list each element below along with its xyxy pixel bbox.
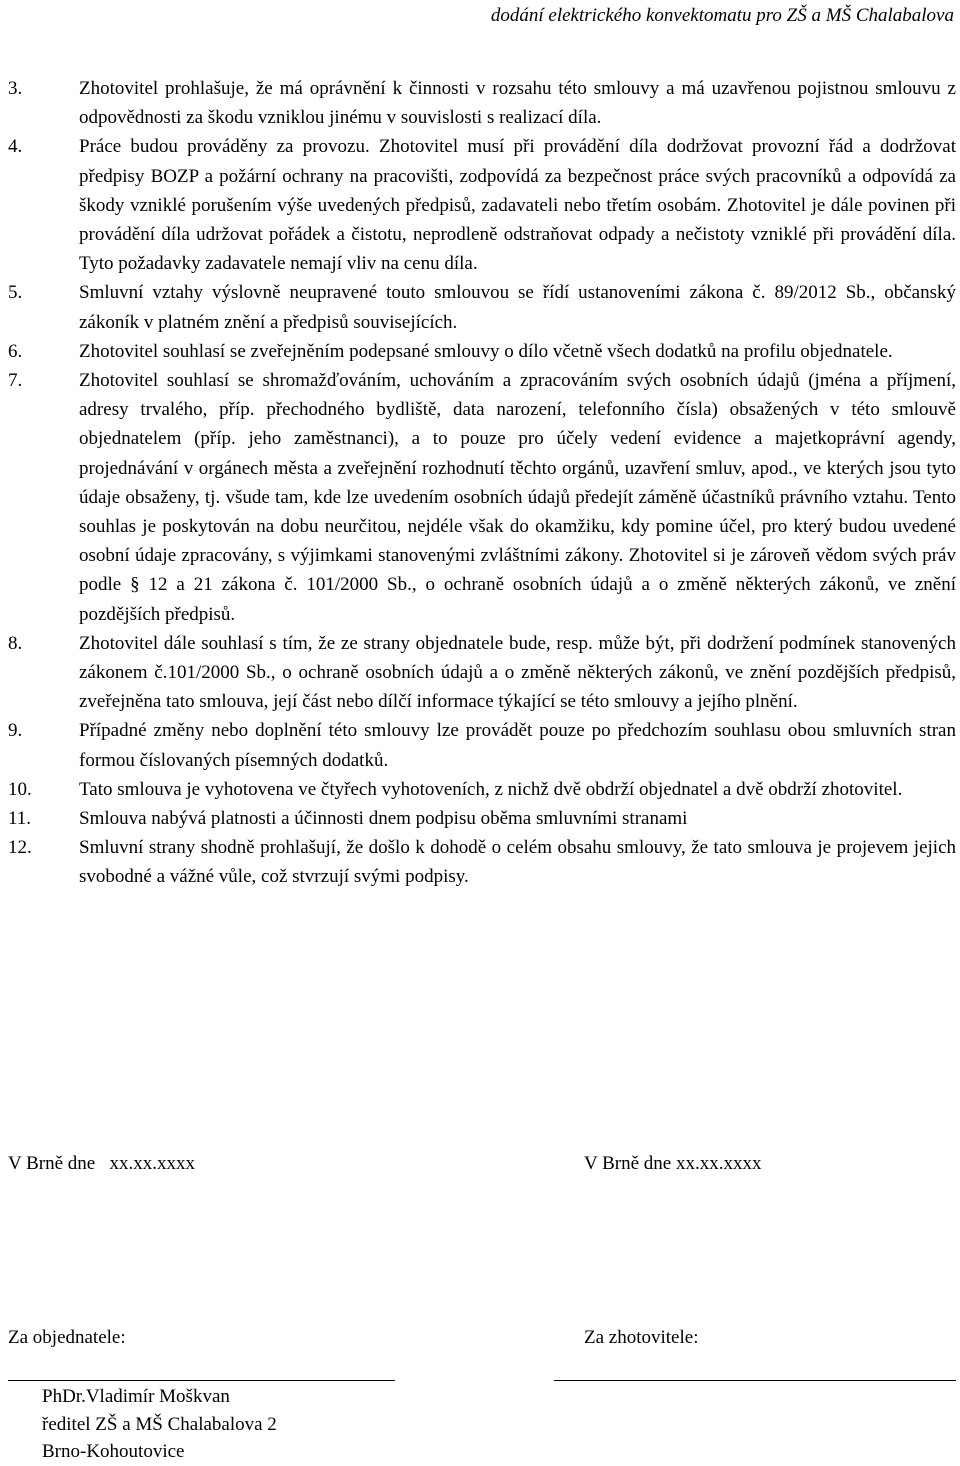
- clause-number: 8.: [8, 632, 23, 654]
- clause-text: Smluvní strany shodně prohlašují, že došlo k dohodě o celém obsahu smlouvy, že tato smlouva je projevem jejich svobodné a vážné vůle, což stvrzují svými podpisy.: [79, 837, 956, 888]
- clause-number: 11.: [8, 808, 32, 830]
- clause-9: [8, 716, 956, 774]
- clause-text: Smlouva nabývá platnosti a účinnosti dnem podpisu oběma smluvními stranami: [79, 808, 688, 830]
- clause-number: 5.: [8, 282, 23, 304]
- clause-text: Zhotovitel dále souhlasí s tím, že ze strany objednatele bude, resp. může být, při dodržení podmínek stanovených zákonem č.101/2000 Sb., o ochraně osobních údajů a o změně některých zákonů, ve znění pozdějších předpisů, zveřejněna tato smlouva, její část nebo dílčí informace týkající se této smlouvy a jejího plnění.: [79, 632, 956, 713]
- clause-number: 3.: [8, 78, 23, 99]
- clause-text: Zhotovitel souhlasí se shromažďováním, uchováním a zpracováním svých osobních údajů (jména a příjmení, adresy trvalého, příp. přechodného bydliště, data narození, telefonního čísla) obsažených v této smlouvě objednatelem (příp. jeho zaměstnanci), a to pouze pro účely vedení evidence a majetkoprávní agendy, projednávání v orgánech města a zveřejnění rozhodnutí těchto orgánů, uzavření smluv, apod., ve kterých jsou tyto údaje obsaženy, tj. všude tam, kde lze uvedením osobních údajů předejít záměně účastníků právního vztahu. Tento souhlas je poskytován na dobu neurčitou, nejdéle však do okamžiku, kdy pomine účel, pro který budou uvedené osobní údaje zpracovány, s výjimkami stanovenými zvláštními zákony. Zhotovitel si je zároveň vědom svých práv podle § 12 a 21 zákona č. 101/2000 Sb., o ochraně osobních údajů a o změně některých zákonů, ve znění pozdějších předpisů.: [79, 370, 956, 625]
- document-header: dodání elektrického konvektomatu pro ZŠ a MŠ Chalabalova: [490, 5, 954, 26]
- clause-text: Zhotovitel prohlašuje, že má oprávnění k činnosti v rozsahu této smlouvy a má uzavřenou pojistnou smlouvu z odpovědnosti za škodu vzniklou jinému v souvislosti s realizací díla.: [79, 78, 956, 129]
- clause-7: [8, 366, 956, 629]
- clause-number: 9.: [8, 720, 23, 742]
- clause-8: [8, 629, 956, 717]
- contractor-signature-line: [554, 1380, 956, 1381]
- clause-text: Zhotovitel souhlasí se zveřejněním podepsané smlouvy o dílo včetně všech dodatků na profilu objednatele.: [79, 340, 893, 362]
- clause-3: [8, 74, 956, 132]
- clause-4: [8, 132, 956, 278]
- signer-name: PhDr.Vladimír Moškvan: [42, 1386, 230, 1407]
- client-signature-line: [8, 1380, 395, 1381]
- clause-6: [8, 337, 956, 366]
- clause-text: Práce budou prováděny za provozu. Zhotovitel musí při provádění díla dodržovat provozní řád a dodržovat předpisy BOZP a požární ochrany na pracovišti, zodpovídá za bezpečnost práce svých pracovníků a odpovídá za škody vzniklé porušením výše uvedených předpisů, zadavateli nebo třetím osobám. Zhotovitel je dále povinen při provádění díla udržovat pořádek a čistotu, neprodleně odstraňovat odpady a nečistoty vzniklé při provádění díla. Tyto požadavky zadavatele nemají vliv na cenu díla.: [79, 136, 956, 275]
- for-client-label: Za objednatele:: [8, 1327, 126, 1348]
- signer-title: ředitel ZŠ a MŠ Chalabalova 2: [42, 1413, 277, 1435]
- clause-number: 4.: [8, 136, 23, 158]
- place-date-left: V Brně dne xx.xx.xxxx: [8, 1153, 195, 1174]
- clause-11: [8, 804, 956, 833]
- place-date-right: V Brně dne xx.xx.xxxx: [584, 1153, 762, 1174]
- signer-block: [42, 1383, 277, 1466]
- clause-text: Smluvní vztahy výslovně neupravené touto smlouvou se řídí ustanoveními zákona č. 89/2012 Sb., občanský zákoník v platném znění a předpisů souvisejících.: [79, 282, 956, 333]
- clause-text: Případné změny nebo doplnění této smlouvy lze provádět pouze po předchozím souhlasu obou smluvních stran formou číslovaných písemných dodatků.: [79, 720, 956, 771]
- clause-number: 10.: [8, 778, 32, 800]
- for-contractor-label: Za zhotovitele:: [584, 1327, 699, 1348]
- clause-12: [8, 833, 956, 891]
- clause-text: Tato smlouva je vyhotovena ve čtyřech vyhotoveních, z nichž dvě obdrží objednatel a dvě obdrží zhotovitel.: [79, 778, 903, 800]
- signer-location: Brno-Kohoutovice: [42, 1441, 185, 1462]
- clause-10: [8, 775, 956, 804]
- clause-list: [8, 74, 956, 892]
- clause-number: 7.: [8, 370, 23, 392]
- clause-number: 6.: [8, 340, 23, 362]
- clause-5: [8, 278, 956, 336]
- clause-number: 12.: [8, 837, 32, 859]
